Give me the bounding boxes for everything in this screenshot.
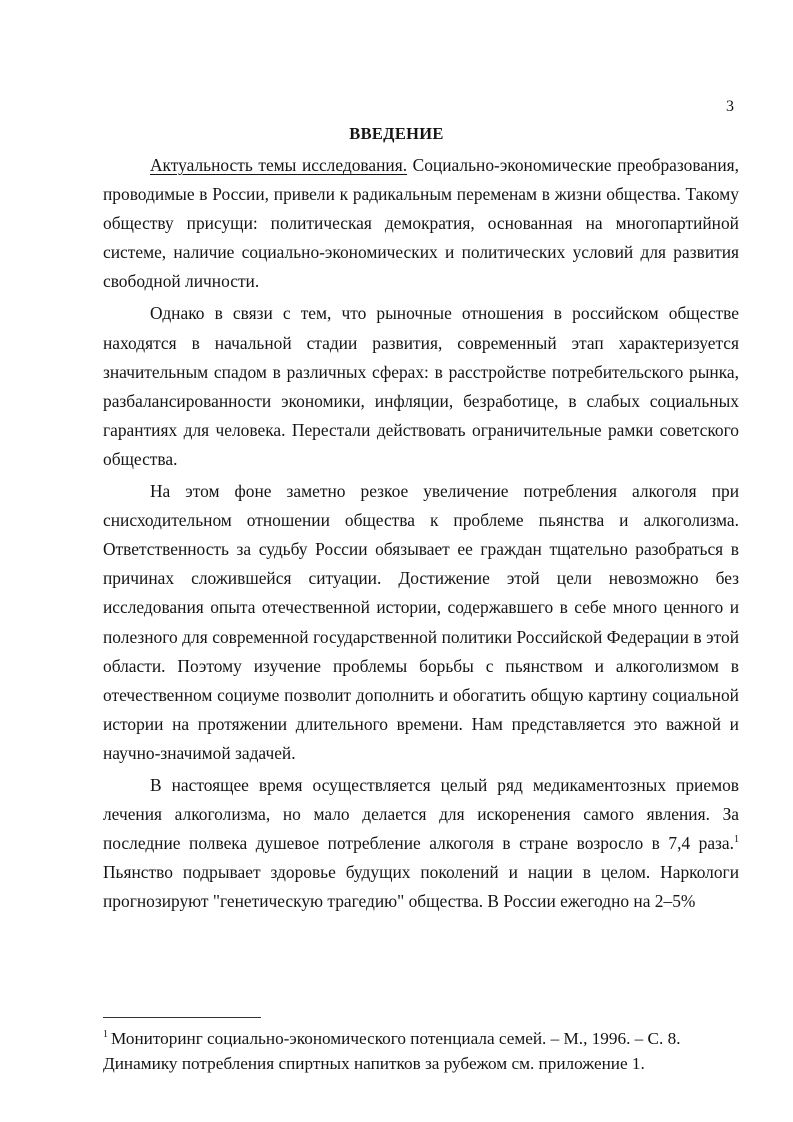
footnote-item xyxy=(103,1026,743,1076)
section-title: ВВЕДЕНИЕ xyxy=(349,124,444,143)
paragraph-alcohol: На этом фоне заметно резкое увеличение потребления алкоголя при снисходительном отношении общества к проблеме пьянства и алкоголизма. Ответственность за судьбу России обязывает ее граждан тщательно разобраться в причинах сложившейся ситуации. Достижение этой цели невозможно без исследования опыта отечественной истории, содержавшего в себе много ценного и полезного для современной государственной политики Российской Федерации в этой области. Поэтому изучение проблемы борьбы с пьянством и алкоголизмом в отечественном социуме позволит дополнить и обогатить общую картину социальной истории на протяжении длительного времени. Нам представляется это важной и научно-значимой задачей. xyxy=(103,481,739,763)
main-text xyxy=(103,151,739,916)
footnote-reference: 1 xyxy=(734,834,739,846)
paragraph-relevance xyxy=(103,151,739,296)
paragraph-treatment xyxy=(103,771,739,916)
footnote-text: Мониторинг социально-экономического потенциала семей. – М., 1996. – С. 8. Динамику потребления спиртных напитков за рубежом см. приложение 1. xyxy=(103,1029,681,1073)
paragraph-market: Однако в связи с тем, что рыночные отношения в российском обществе находятся в начальной стадии развития, современный этап характеризуется значительным спадом в различных сферах: в расстройстве потребительского рынка, разбалансированности экономики, инфляции, безработице, в слабых социальных гарантиях для человека. Перестали действовать ограничительные рамки советского общества. xyxy=(103,303,739,469)
footnote-divider xyxy=(103,1017,261,1018)
footnotes xyxy=(103,1026,743,1076)
footnote-mark: 1 xyxy=(103,1029,108,1040)
relevance-heading: Актуальность темы исследования. xyxy=(150,155,408,175)
paragraph-text: В настоящее время осуществляется целый ряд медикаментозных приемов лечения алкоголизма, но мало делается для искоренения самого явления. За последние полвека душевое потребление алкоголя в стране возросло в 7,4 раза. xyxy=(103,774,739,854)
paragraph-text: Социально-экономические преобразования, проводимые в России, привели к радикальным переменам в жизни общества. Такому обществу присущи: политическая демократия, основанная на многопартийной системе, наличие социально-экономических и политических условий для развития свободной личности. xyxy=(103,155,739,292)
paragraph-text: Пьянство подрывает здоровье будущих поколений и нации в целом. Наркологи прогнозируют "генетическую трагедию" общества. В России ежегодно на 2–5% xyxy=(103,862,739,912)
page-number: 3 xyxy=(726,98,734,115)
